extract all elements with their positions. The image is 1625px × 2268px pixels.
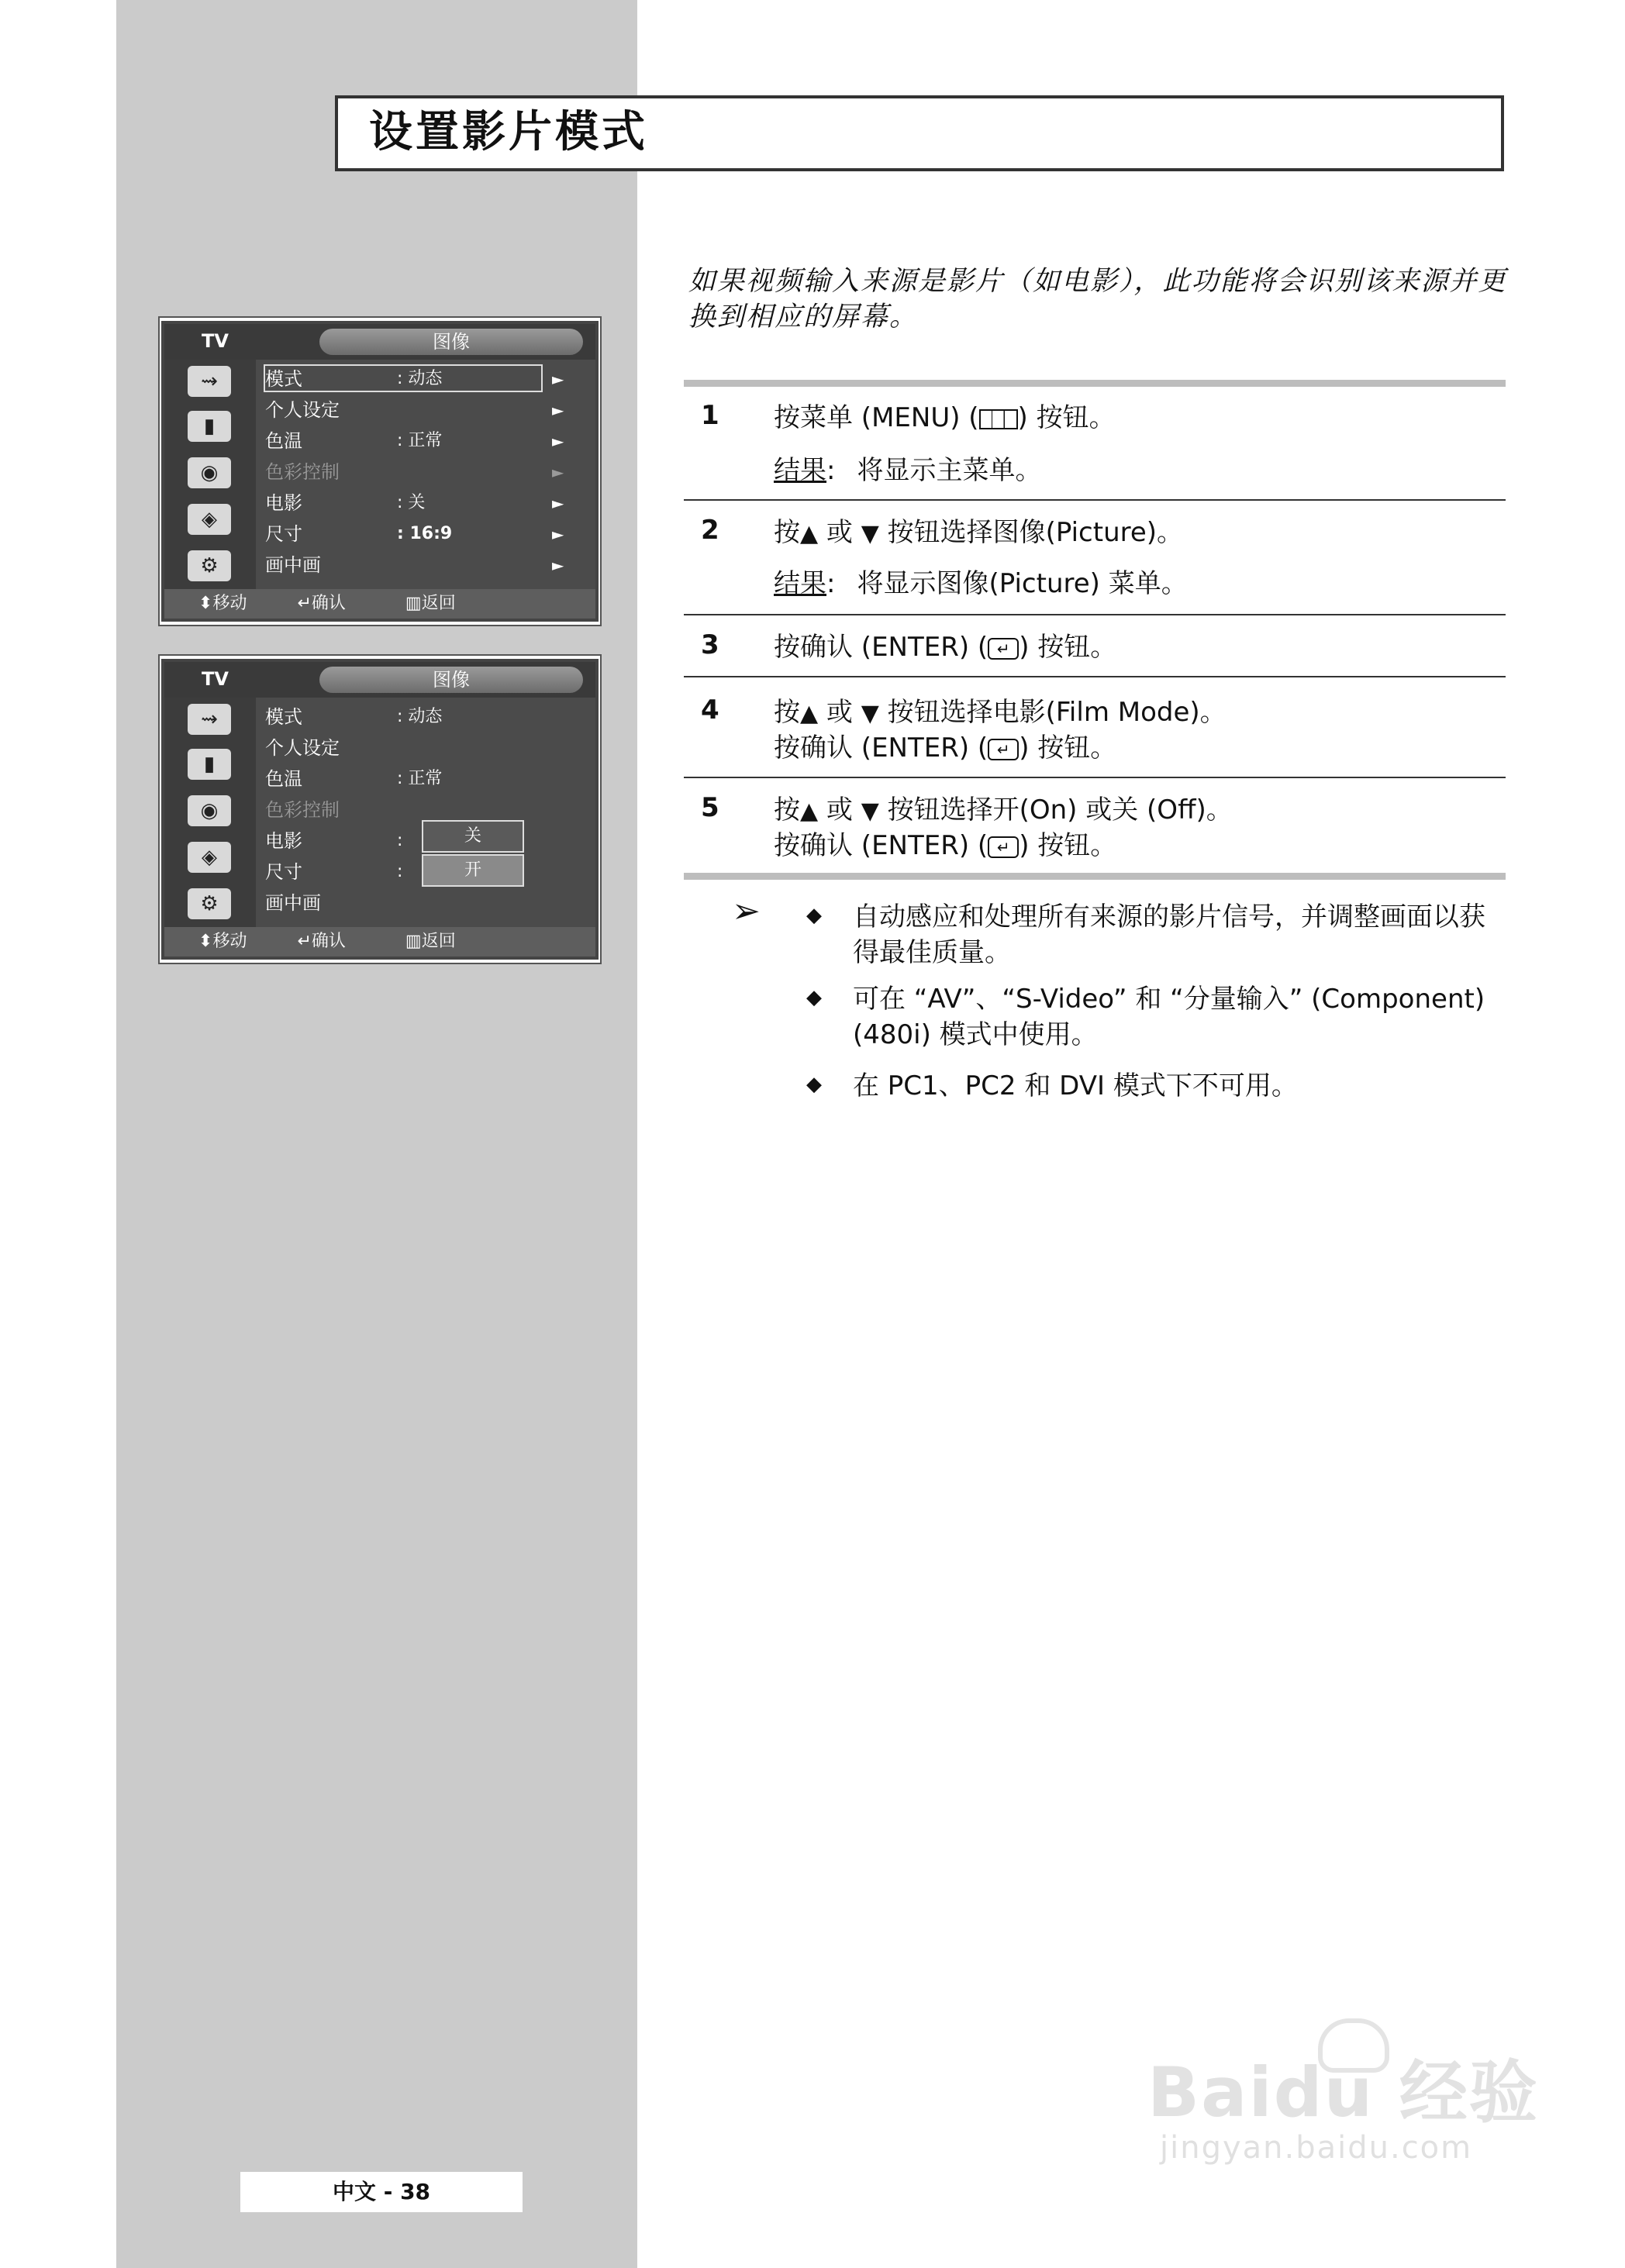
tv-icon-column xyxy=(164,360,256,592)
step-3-text: 按确认 (ENTER) ( ↵ ) 按钮。 xyxy=(774,632,1117,663)
bullet-icon: ◆ xyxy=(806,904,822,927)
step-number: 3 xyxy=(701,629,719,660)
menu-item: 尺寸 xyxy=(265,861,302,883)
channel-icon: ◈ xyxy=(188,842,231,873)
option-off: 关 xyxy=(422,820,524,853)
enter-icon: ↵ xyxy=(297,932,312,951)
tv-menu-title: 图像 xyxy=(319,667,583,693)
picture-icon: ▮ xyxy=(188,411,231,442)
input-icon: ⇝ xyxy=(188,704,231,735)
step-2-text: 按▲ 或 ▼ 按钮选择图像(Picture)。 xyxy=(774,517,1184,548)
menu-icon: ▥ xyxy=(405,932,422,951)
tv-label: TV xyxy=(202,668,229,690)
note-item: 可在 “AV”、“S-Video” 和 “分量输入” (Component) (480i) 模式中使用。 xyxy=(853,984,1485,1050)
tv-menu-screenshot-film-mode xyxy=(161,659,599,960)
move-icon: ⬍ xyxy=(198,932,213,951)
setup-icon: ⚙ xyxy=(188,550,231,581)
step-2-result: 结果: 将显示图像(Picture) 菜单。 xyxy=(774,568,1188,599)
watermark-url: jingyan.baidu.com xyxy=(1160,2130,1473,2166)
submenu-arrow-icon: ► xyxy=(552,556,564,574)
table-top-rule xyxy=(684,380,1506,387)
menu-item: 模式 xyxy=(265,368,302,390)
enter-button-icon: ↵ xyxy=(988,836,1019,858)
menu-item: 电影 xyxy=(265,492,302,514)
note-item: 在 PC1、PC2 和 DVI 模式下不可用。 xyxy=(853,1070,1298,1101)
enter-button-icon: ↵ xyxy=(988,638,1019,660)
menu-icon: ▥ xyxy=(405,594,422,613)
tv-menu-title: 图像 xyxy=(319,329,583,355)
menu-value: : 正常 xyxy=(397,431,443,450)
submenu-arrow-icon: ► xyxy=(552,463,564,481)
menu-item: 模式 xyxy=(265,706,302,728)
menu-value: : xyxy=(397,831,403,850)
note-item: 自动感应和处理所有来源的影片信号，并调整画面以获 得最佳质量。 xyxy=(853,901,1485,968)
tv-label: TV xyxy=(202,330,229,352)
menu-value: : 动态 xyxy=(397,369,443,388)
step-number: 2 xyxy=(701,515,719,546)
step-4-line2: 按确认 (ENTER) ( ↵ ) 按钮。 xyxy=(774,732,1117,763)
menu-value: : 正常 xyxy=(397,769,443,788)
menu-item: 电影 xyxy=(265,830,302,852)
row-divider xyxy=(684,614,1506,615)
submenu-arrow-icon: ► xyxy=(552,401,564,419)
watermark-brand: Baidu 经验 xyxy=(1147,2053,1539,2132)
down-arrow-icon: ▼ xyxy=(861,798,879,825)
intro-paragraph: 如果视频输入来源是影片（如电影），此功能将会识别该来源并更换到相应的屏幕。 xyxy=(688,266,1507,333)
picture-icon: ▮ xyxy=(188,749,231,780)
option-on: 开 xyxy=(422,854,524,887)
bullet-icon: ◆ xyxy=(806,986,822,1009)
menu-item: 个人设定 xyxy=(265,399,340,421)
page-number: 中文 - 38 xyxy=(332,2179,431,2204)
row-divider xyxy=(684,777,1506,778)
menu-item: 色温 xyxy=(265,768,302,790)
enter-icon: ↵ xyxy=(297,594,312,613)
down-arrow-icon: ▼ xyxy=(861,700,879,727)
menu-item: 色温 xyxy=(265,430,302,452)
submenu-arrow-icon: ► xyxy=(552,525,564,543)
menu-value: : 关 xyxy=(397,493,426,512)
menu-item: 色彩控制 xyxy=(265,799,340,821)
move-icon: ⬍ xyxy=(198,594,213,613)
submenu-arrow-icon: ► xyxy=(552,432,564,450)
step-number: 4 xyxy=(701,695,719,726)
menu-item: 个人设定 xyxy=(265,737,340,759)
bullet-icon: ◆ xyxy=(806,1073,822,1096)
row-divider xyxy=(684,499,1506,501)
menu-value: : 16:9 xyxy=(397,524,453,543)
step-1-result: 结果: 将显示主菜单。 xyxy=(774,455,1042,486)
up-arrow-icon: ▲ xyxy=(800,700,819,727)
menu-value: : xyxy=(397,862,403,881)
tv-menu-screenshot xyxy=(161,321,599,622)
step-number: 1 xyxy=(701,400,719,431)
step-number: 5 xyxy=(701,792,719,823)
setup-icon: ⚙ xyxy=(188,888,231,919)
note-arrow-icon: ➢ xyxy=(732,891,761,931)
sound-icon: ◉ xyxy=(188,795,231,826)
enter-button-icon: ↵ xyxy=(988,739,1019,760)
tv-icon-column xyxy=(164,698,256,930)
menu-item: 画中画 xyxy=(265,554,321,576)
row-divider xyxy=(684,676,1506,677)
tv-menu-footer: ⬍移动 ↵确认 ▥返回 xyxy=(164,927,595,956)
menu-item: 画中画 xyxy=(265,892,321,914)
step-1-text: 按菜单 (MENU) ( ) 按钮。 xyxy=(774,402,1116,433)
up-arrow-icon: ▲ xyxy=(800,798,819,825)
menu-item: 色彩控制 xyxy=(265,461,340,483)
submenu-arrow-icon: ► xyxy=(552,494,564,512)
up-arrow-icon: ▲ xyxy=(800,520,819,547)
step-4-text: 按▲ 或 ▼ 按钮选择电影(Film Mode)。 xyxy=(774,697,1227,728)
step-5-text: 按▲ 或 ▼ 按钮选择开(On) 或关 (Off)。 xyxy=(774,794,1233,826)
menu-value: : 动态 xyxy=(397,707,443,726)
table-bottom-rule xyxy=(684,873,1506,880)
input-icon: ⇝ xyxy=(188,366,231,397)
submenu-arrow-icon: ► xyxy=(552,370,564,388)
step-5-line2: 按确认 (ENTER) ( ↵ ) 按钮。 xyxy=(774,830,1117,861)
sound-icon: ◉ xyxy=(188,457,231,488)
channel-icon: ◈ xyxy=(188,504,231,535)
down-arrow-icon: ▼ xyxy=(861,520,879,547)
menu-item: 尺寸 xyxy=(265,523,302,545)
tv-menu-footer: ⬍移动 ↵确认 ▥返回 xyxy=(164,589,595,619)
page-title: 设置影片模式 xyxy=(369,107,648,157)
menu-button-icon xyxy=(979,409,1018,429)
